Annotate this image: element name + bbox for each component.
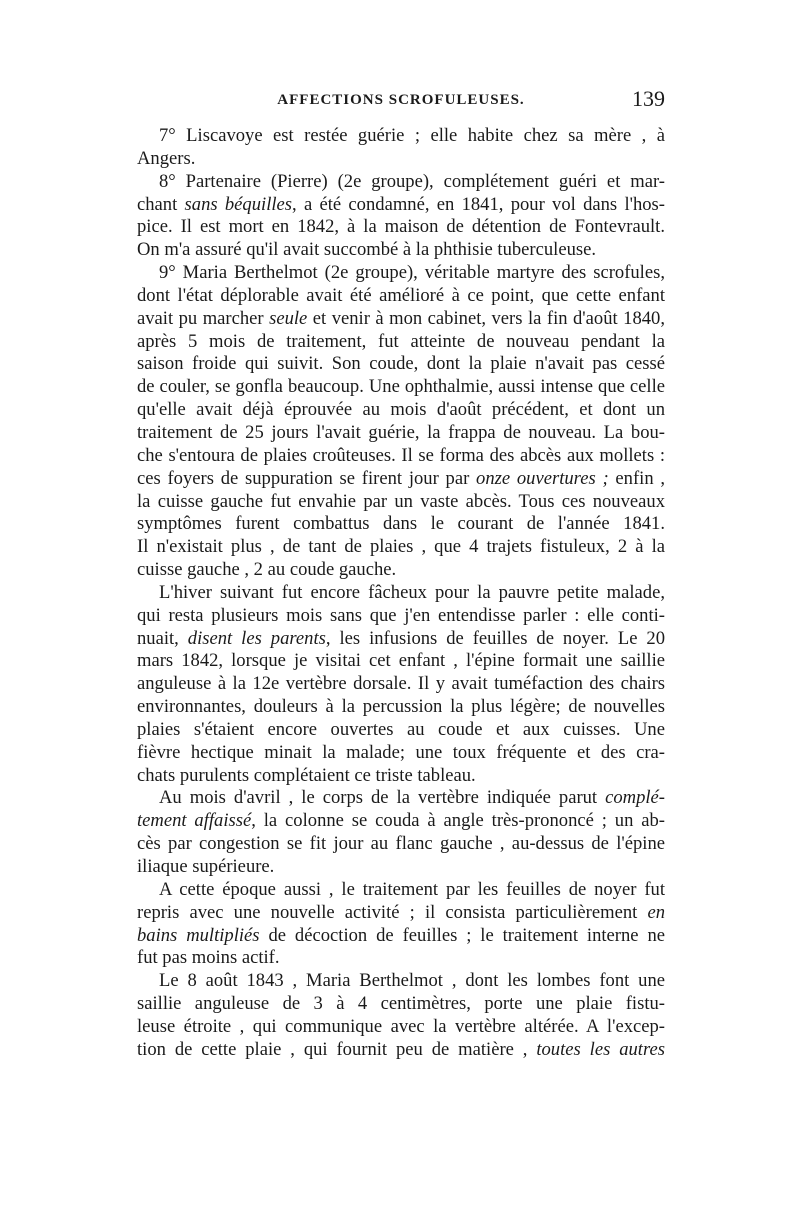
text-line: 7° Liscavoye est restée guérie ; elle habite chez sa mère , à [159, 125, 665, 146]
text-line: iliaque supérieure. [137, 856, 275, 877]
text-segment: chant [137, 193, 185, 215]
page-header [137, 86, 665, 120]
text-line: 8° Partenaire (Pierre) (2e groupe), complétement guéri et mar- [159, 170, 665, 192]
text-line: che s'entoura de plaies croûteuses. Il se forma des abcès aux mollets : [137, 444, 665, 466]
italic-emphasis: toutes les autres [536, 1038, 665, 1060]
text-line: qu'elle avait déjà éprouvée au mois d'août précédent, et dont un [137, 399, 665, 421]
text-line [137, 787, 665, 810]
text-line: dont l'état déplorable avait été amélioré à ce point, que cette enfant [137, 284, 665, 306]
text-segment: nuait, [137, 627, 188, 649]
text-line: cès par congestion se fit jour au flanc gauche , au-dessus de l'épine [137, 833, 665, 855]
text-line: saison froide qui suivit. Son coude, dont la plaie n'avait pas cessé [137, 353, 665, 375]
text-line: après 5 mois de traitement, fut atteinte de nouveau pendant la [137, 330, 665, 352]
text-line: Il n'existait plus , de tant de plaies , que 4 trajets fistuleux, 2 à la [137, 536, 665, 558]
text-line: de couler, se gonfla beaucoup. Une ophthalmie, aussi intense que celle [137, 376, 665, 398]
text-line: plaies s'étaient encore ouvertes au coude et aux cuisses. Une [137, 718, 665, 740]
text-line: qui resta plusieurs mois sans que j'en entendisse parler : elle conti- [137, 604, 665, 626]
italic-emphasis: complé- [605, 787, 665, 809]
text-line [137, 902, 665, 925]
text-line: fut pas moins actif. [137, 947, 280, 969]
text-line: symptômes furent combattus dans le courant de l'année 1841. [137, 513, 665, 535]
text-segment: et venir à mon cabinet, vers la fin d'août 1840, [307, 307, 665, 329]
text-line [137, 308, 665, 331]
text-line [137, 468, 665, 491]
italic-emphasis: bains multipliés [137, 924, 260, 946]
text-line [137, 879, 665, 902]
italic-emphasis: tement affaissé [137, 810, 252, 832]
text-line: la cuisse gauche fut envahie par un vaste abcès. Tous ces nouveaux [137, 490, 665, 512]
text-line [137, 925, 665, 948]
text-segment: , la colonne se couda à angle très-prononcé ; un ab- [251, 810, 665, 832]
italic-emphasis: seule [269, 307, 308, 329]
italic-emphasis: sans béquilles [184, 193, 293, 215]
italic-emphasis: onze ouvertures ; [476, 467, 609, 489]
text-segment: repris avec une nouvelle activité ; il consista particulièrement [137, 901, 648, 923]
italic-emphasis: disent les parents [187, 627, 326, 649]
text-segment: , a été condamné, en 1841, pour vol dans l'hos- [292, 193, 665, 215]
text-segment: de décoction de feuilles ; le traitement interne ne [259, 924, 665, 946]
text-segment: , les infusions de feuilles de noyer. Le 20 [325, 627, 665, 649]
text-line: saillie anguleuse de 3 à 4 centimètres, porte une plaie fistu- [137, 993, 665, 1015]
text-line: chats purulents complétaient ce triste tableau. [137, 764, 476, 786]
text-line: anguleuse à la 12e vertèbre dorsale. Il y avait tuméfaction des chairs [137, 673, 665, 695]
text-segment: tion de cette plaie , qui fournit peu de matière , [137, 1038, 537, 1060]
text-line: Le 8 août 1843 , Maria Berthelmot , dont les lombes font une [159, 970, 665, 992]
running-title: AFFECTIONS SCROFULEUSES. [277, 92, 525, 108]
text-line: leuse étroite , qui communique avec la vertèbre altérée. A l'excep- [137, 1015, 665, 1037]
text-segment: ces foyers de suppuration se firent jour par [137, 467, 477, 489]
text-segment: Au mois d'avril , le corps de la vertèbre indiquée parut [159, 787, 606, 809]
text-line [137, 194, 665, 217]
page-number: 139 [632, 86, 665, 111]
body-text [137, 125, 665, 1062]
text-line: traitement de 25 jours l'avait guérie, la frappa de nouveau. La bou- [137, 421, 665, 443]
italic-emphasis: en [647, 901, 665, 923]
text-line: On m'a assuré qu'il avait succombé à la phthisie tuberculeuse. [137, 239, 597, 261]
text-line: L'hiver suivant fut encore fâcheux pour la pauvre petite malade, [159, 581, 665, 603]
text-line: pice. Il est mort en 1842, à la maison de détention de Fontevrault. [137, 216, 665, 238]
text-line: mars 1842, lorsque je visitai cet enfant , l'épine formait une saillie [137, 650, 665, 672]
text-line [137, 1039, 665, 1062]
text-line: fièvre hectique minait la malade; une toux fréquente et des cra- [137, 741, 665, 763]
text-line: environnantes, douleurs à la percussion la plus légère; de nouvelles [137, 696, 665, 718]
text-line [137, 628, 665, 651]
text-line: 9° Maria Berthelmot (2e groupe), véritable martyre des scrofules, [159, 262, 665, 284]
text-line: cuisse gauche , 2 au coude gauche. [137, 559, 397, 581]
text-segment: avait pu marcher [137, 307, 270, 329]
text-line: Angers. [137, 147, 196, 169]
text-segment: A cette époque aussi , le traitement par les feuilles de noyer fut [159, 878, 665, 900]
text-line [137, 810, 665, 833]
text-segment: enfin , [608, 467, 666, 489]
